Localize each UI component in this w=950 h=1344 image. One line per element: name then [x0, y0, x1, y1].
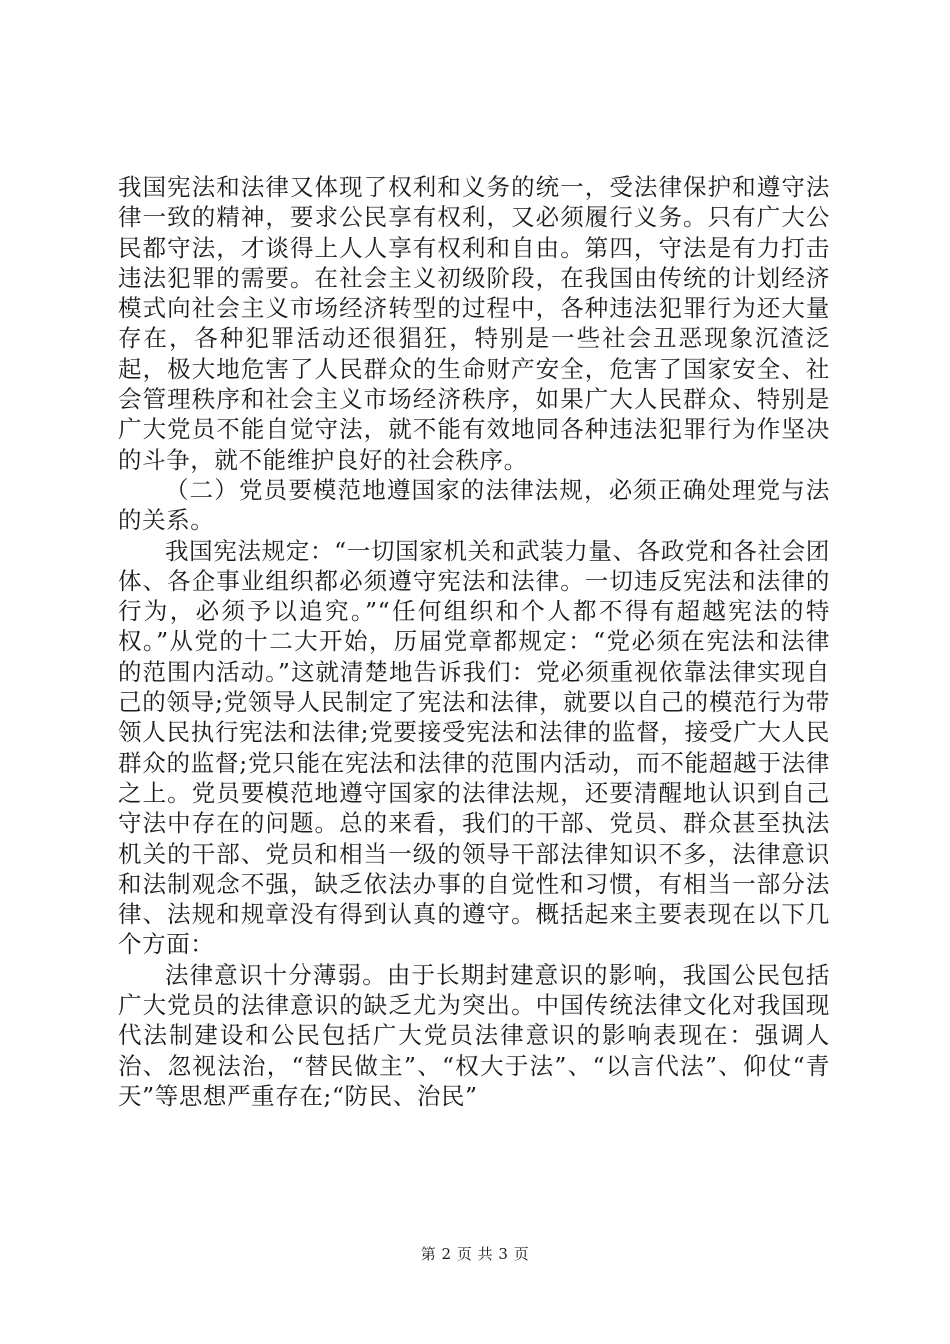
paragraph-1: 我国宪法和法律又体现了权利和义务的统一，受法律保护和遵守法律一致的精神，要求公民享有权利，又必须履行义务。只有广大公民都守法，才谈得上人人享有权利和自由。第四，守法是有力打击违法犯罪的需要。在社会主义初级阶段，在我国由传统的计划经济模式向社会主义市场经济转型的过程中，各种违法犯罪行为还大量存在，各种犯罪活动还很猖狂，特别是一些社会丑恶现象沉渣泛起，极大地危害了人民群众的生命财产安全，危害了国家安全、社会管理秩序和社会主义市场经济秩序，如果广大人民群众、特别是广大党员不能自觉守法，就不能有效地同各种违法犯罪行为作坚决的斗争，就不能维护良好的社会秩序。	[118, 173, 830, 474]
paragraph-4: 法律意识十分薄弱。由于长期封建意识的影响，我国公民包括广大党员的法律意识的缺乏尤为突出。中国传统法律文化对我国现代法制建设和公民包括广大党员法律意识的影响表现在：强调人治、忽视法治，“替民做主”、“权大于法”、“以言代法”、仰仗“青天”等思想严重存在;“防民、治民”	[118, 960, 830, 1110]
page-number-footer: 第 2 页 共 3 页	[420, 1245, 530, 1263]
paragraph-2: （二）党员要模范地遵国家的法律法规，必须正确处理党与法的关系。	[118, 475, 830, 535]
paragraph-3: 我国宪法规定：“一切国家机关和武装力量、各政党和各社会团体、各企事业组织都必须遵守宪法和法律。一切违反宪法和法律的行为，必须予以追究。”“任何组织和个人都不得有超越宪法的特权。”从党的十二大开始，历届党章都规定：“党必须在宪法和法律的范围内活动。”这就清楚地告诉我们：党必须重视依靠法律实现自己的领导;党领导人民制定了宪法和法律，就要以自己的模范行为带领人民执行宪法和法律;党要接受宪法和法律的监督，接受广大人民群众的监督;党只能在宪法和法律的范围内活动，而不能超越于法律之上。党员要模范地遵守国家的法律法规，还要清醒地认识到自己守法中存在的问题。总的来看，我们的干部、党员、群众甚至执法机关的干部、党员和相当一级的领导干部法律知识不多，法律意识和法制观念不强，缺乏依法办事的自觉性和习惯，有相当一部分法律、法规和规章没有得到认真的遵守。概括起来主要表现在以下几个方面：	[118, 536, 830, 959]
body-text	[118, 172, 830, 1111]
